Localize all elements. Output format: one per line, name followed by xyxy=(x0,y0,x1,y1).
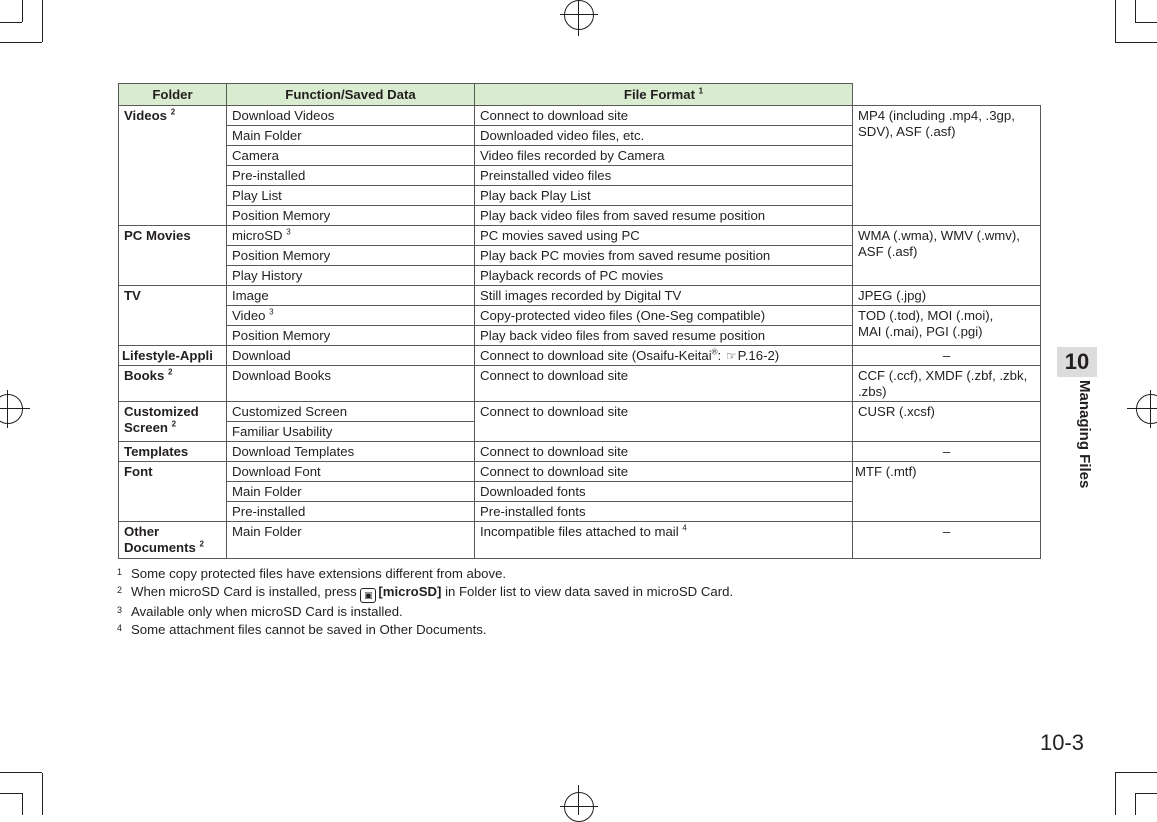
subfolder-cell: Main Folder xyxy=(227,126,475,146)
format-cell: JPEG (.jpg) xyxy=(853,286,1041,306)
footnote-number: 4 xyxy=(117,623,123,633)
registration-mark xyxy=(1150,390,1151,428)
crop-mark xyxy=(42,773,43,815)
folder-other-documents: Other Documents $^2$ xyxy=(119,522,227,559)
function-cell: Video files recorded by Camera xyxy=(475,146,853,166)
footnote-text: When microSD Card is installed, press ▣ [microSD] in Folder list to view data saved in microSD Card. xyxy=(131,583,733,603)
footnote xyxy=(117,621,733,639)
header-function: Function/Saved Data xyxy=(227,84,475,106)
folder-tv: TV xyxy=(119,286,227,346)
subfolder-cell: Download Templates xyxy=(227,442,475,462)
footnote-text: Some copy protected files have extensions different from above. xyxy=(131,566,507,581)
footnote xyxy=(117,603,733,621)
table-row xyxy=(119,226,1041,246)
crop-mark xyxy=(1135,0,1136,22)
table-row xyxy=(119,286,1041,306)
page-reference-icon: ☞ xyxy=(725,349,737,363)
subfolder-cell: Customized Screen xyxy=(227,402,475,422)
format-cell: WMA (.wma), WMV (.wmv), ASF (.asf) xyxy=(853,226,1041,286)
registration-mark xyxy=(560,14,598,15)
folder-books: Books $^2$ xyxy=(119,366,227,402)
header-folder: Folder xyxy=(119,84,227,106)
function-cell: Connect to download site xyxy=(475,462,853,482)
table-row xyxy=(119,346,1041,366)
chapter-number: 10 xyxy=(1057,347,1097,377)
crop-mark xyxy=(1135,793,1157,794)
table-row xyxy=(119,442,1041,462)
table-row xyxy=(119,462,1041,482)
registration-mark xyxy=(560,806,598,807)
footnote-number: 3 xyxy=(117,605,123,615)
crop-mark xyxy=(1135,22,1157,23)
subfolder-cell: Pre-installed xyxy=(227,502,475,522)
registration-mark xyxy=(1136,394,1157,424)
function-cell: Still images recorded by Digital TV xyxy=(475,286,853,306)
page-number: 10-3 xyxy=(1040,730,1085,755)
footnote xyxy=(117,583,733,603)
crop-mark xyxy=(0,22,22,23)
subfolder-cell: Download Font xyxy=(227,462,475,482)
subfolder-cell: Position Memory xyxy=(227,206,475,226)
crop-mark xyxy=(1115,772,1157,773)
folder-customized-screen: Customized Screen $^2$ xyxy=(119,402,227,442)
folder-lifestyle-appli: Lifestyle-Appli xyxy=(119,346,227,366)
subfolder-cell: Download xyxy=(227,346,475,366)
folder-pc-movies: PC Movies xyxy=(119,226,227,286)
crop-mark xyxy=(1115,0,1116,42)
function-cell: Downloaded fonts xyxy=(475,482,853,502)
function-cell: Playback records of PC movies xyxy=(475,266,853,286)
format-cell: – xyxy=(853,346,1041,366)
header-file-format: File Format $^1$ xyxy=(475,84,853,106)
registration-mark xyxy=(0,394,23,424)
registration-mark xyxy=(1127,408,1157,409)
function-cell: Play back Play List xyxy=(475,186,853,206)
subfolder-cell: Play History xyxy=(227,266,475,286)
crop-mark xyxy=(1115,773,1116,815)
function-cell: Connect to download site (Osaifu-Keitai®: ☞P.16-2) xyxy=(475,346,853,366)
subfolder-cell: Position Memory xyxy=(227,246,475,266)
footnote-text: Available only when microSD Card is installed. xyxy=(131,604,403,619)
subfolder-cell: Pre-installed xyxy=(227,166,475,186)
folder-templates: Templates xyxy=(119,442,227,462)
format-cell: CCF (.ccf), XMDF (.zbf, .zbk, .zbs) xyxy=(853,366,1041,402)
crop-mark xyxy=(0,772,42,773)
function-cell: Pre-installed fonts xyxy=(475,502,853,522)
format-cell: MTF (.mtf) xyxy=(853,462,1041,522)
subfolder-cell: Play List xyxy=(227,186,475,206)
subfolder-cell: Download Videos xyxy=(227,106,475,126)
subfolder-cell: Main Folder xyxy=(227,522,475,559)
format-cell: TOD (.tod), MOI (.moi), MAI (.mai), PGI (.pgi) xyxy=(853,306,1041,346)
format-cell: – xyxy=(853,442,1041,462)
table-row xyxy=(119,366,1041,402)
folder-font: Font xyxy=(119,462,227,522)
subfolder-cell: Image xyxy=(227,286,475,306)
table-row xyxy=(119,402,1041,422)
crop-mark xyxy=(0,793,22,794)
subfolder-cell: Download Books xyxy=(227,366,475,402)
crop-mark xyxy=(0,42,42,43)
function-cell: Copy-protected video files (One-Seg compatible) xyxy=(475,306,853,326)
function-cell: PC movies saved using PC xyxy=(475,226,853,246)
crop-mark xyxy=(1115,42,1157,43)
footnote xyxy=(117,565,733,583)
chapter-title: Managing Files xyxy=(1076,380,1093,489)
table-row xyxy=(119,106,1041,126)
format-cell: CUSR (.xcsf) xyxy=(853,402,1041,442)
crop-mark xyxy=(22,793,23,815)
registration-mark xyxy=(564,0,594,30)
function-cell: Preinstalled video files xyxy=(475,166,853,186)
function-cell: Incompatible files attached to mail $^4$ xyxy=(475,522,853,559)
subfolder-cell: Position Memory xyxy=(227,326,475,346)
format-cell: – xyxy=(853,522,1041,559)
format-cell: MP4 (including .mp4, .3gp, SDV), ASF (.asf) xyxy=(853,106,1041,226)
function-cell: Connect to download site xyxy=(475,402,853,442)
footnote-text: Some attachment files cannot be saved in Other Documents. xyxy=(131,622,487,637)
crop-mark xyxy=(22,0,23,22)
function-cell: Connect to download site xyxy=(475,442,853,462)
crop-mark xyxy=(1135,793,1136,815)
crop-mark xyxy=(42,0,43,42)
registration-mark xyxy=(7,390,8,428)
table-row xyxy=(119,306,1041,326)
function-cell: Play back video files from saved resume position xyxy=(475,326,853,346)
function-cell: Connect to download site xyxy=(475,366,853,402)
table-header-row xyxy=(119,84,1041,106)
registration-mark xyxy=(578,785,579,815)
registration-mark xyxy=(578,0,579,36)
function-cell: Downloaded video files, etc. xyxy=(475,126,853,146)
tv-key-icon: ▣ xyxy=(360,588,376,603)
subfolder-cell: Main Folder xyxy=(227,482,475,502)
subfolder-cell: microSD $^3$ xyxy=(227,226,475,246)
folder-table xyxy=(118,83,1041,559)
footnote-number: 1 xyxy=(117,567,123,577)
subfolder-cell: Familiar Usability xyxy=(227,422,475,442)
footnotes xyxy=(117,565,733,639)
footnote-number: 2 xyxy=(117,585,123,595)
function-cell: Connect to download site xyxy=(475,106,853,126)
subfolder-cell: Video $^3$ xyxy=(227,306,475,326)
registration-mark xyxy=(0,408,30,409)
registration-mark xyxy=(564,792,594,822)
table-row xyxy=(119,522,1041,559)
subfolder-cell: Camera xyxy=(227,146,475,166)
folder-videos: Videos $^2$ xyxy=(119,106,227,226)
function-cell: Play back video files from saved resume position xyxy=(475,206,853,226)
function-cell: Play back PC movies from saved resume position xyxy=(475,246,853,266)
